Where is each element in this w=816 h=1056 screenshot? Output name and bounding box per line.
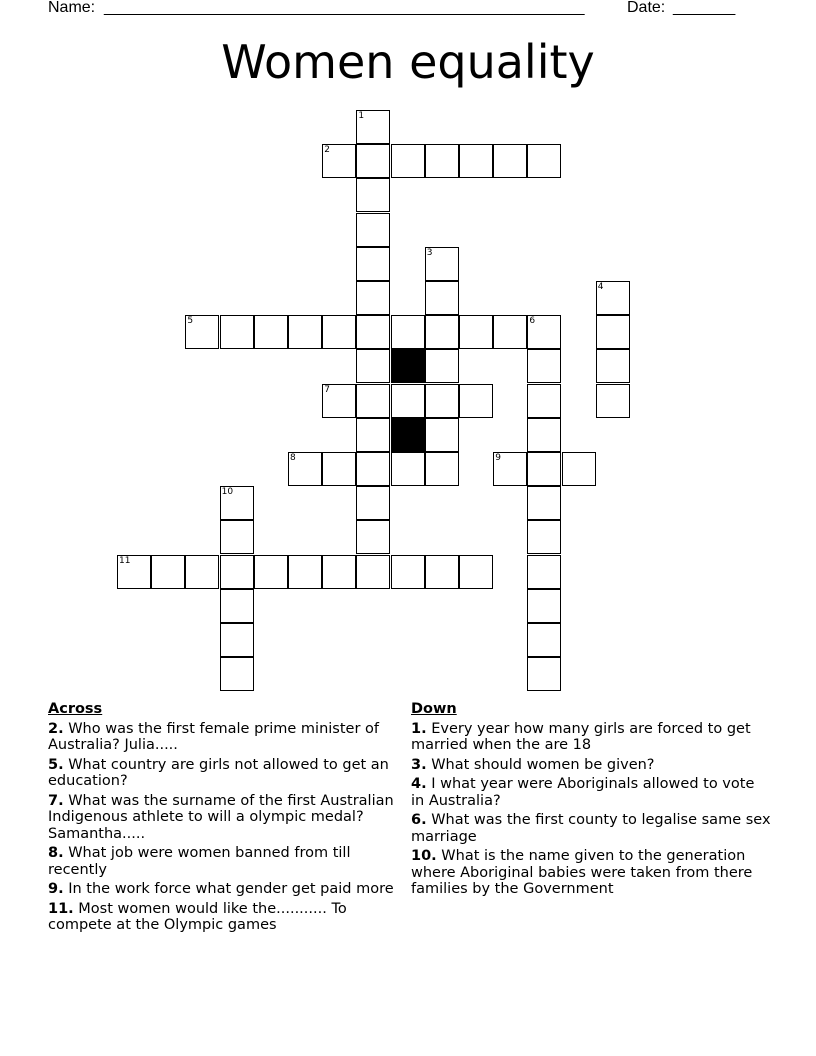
grid-cell[interactable] <box>527 520 561 554</box>
clue-down-3 <box>411 757 771 774</box>
grid-cell[interactable] <box>527 418 561 452</box>
grid-cell[interactable] <box>151 555 185 589</box>
grid-cell[interactable] <box>425 144 459 178</box>
clue-text: What was the surname of the first Australian Indigenous athlete to will a olympic medal? Samantha..... <box>48 792 394 842</box>
grid-cell[interactable] <box>562 452 596 486</box>
clue-text: Every year how many girls are forced to get married when the are 18 <box>411 720 751 753</box>
grid-cell[interactable] <box>527 555 561 589</box>
clue-number: 8. <box>48 845 64 861</box>
clue-down-1 <box>411 721 771 754</box>
grid-cell[interactable] <box>220 657 254 691</box>
clue-text: What job were women banned from till recently <box>48 845 351 878</box>
cell-number: 10 <box>221 487 234 498</box>
clue-down-4 <box>411 776 771 809</box>
grid-cell[interactable] <box>459 144 493 178</box>
grid-cell[interactable] <box>391 555 425 589</box>
grid-cell[interactable] <box>356 178 390 212</box>
grid-cell[interactable] <box>322 384 356 418</box>
grid-cell[interactable] <box>254 555 288 589</box>
grid-cell[interactable] <box>493 452 527 486</box>
clue-across-2 <box>48 721 400 754</box>
grid-cell[interactable] <box>391 452 425 486</box>
across-clues <box>48 701 400 937</box>
clue-number: 1. <box>411 720 427 737</box>
grid-cell[interactable] <box>322 452 356 486</box>
down-heading: Down <box>411 701 457 717</box>
grid-cell[interactable] <box>254 315 288 349</box>
clue-number: 5. <box>48 756 64 773</box>
clue-across-8 <box>48 845 400 878</box>
grid-cell[interactable] <box>117 555 151 589</box>
grid-cell[interactable] <box>288 555 322 589</box>
grid-cell[interactable] <box>391 384 425 418</box>
grid-cell[interactable] <box>527 384 561 418</box>
grid-cell[interactable] <box>596 315 630 349</box>
clue-number: 4. <box>411 776 427 792</box>
grid-cell[interactable] <box>527 589 561 623</box>
clue-number: 10. <box>411 848 437 864</box>
grid-cell[interactable] <box>425 247 459 281</box>
cell-number: 9 <box>495 453 501 463</box>
grid-cell[interactable] <box>425 418 459 452</box>
grid-cell[interactable] <box>425 349 459 383</box>
grid-cell[interactable] <box>459 555 493 589</box>
grid-cell[interactable] <box>425 315 459 349</box>
cell-number: 4 <box>597 282 604 292</box>
grid-cell[interactable] <box>356 384 390 418</box>
grid-cell[interactable] <box>288 452 322 486</box>
cell-number: 6 <box>529 316 536 327</box>
grid-cell[interactable] <box>493 315 527 349</box>
clue-text: Most women would like the........... To compete at the Olympic games <box>48 900 347 933</box>
clue-text: What was the first county to legalise same sex marriage <box>411 812 771 845</box>
grid-cell[interactable] <box>322 144 356 178</box>
grid-cell[interactable] <box>356 281 390 315</box>
name-input-line[interactable]: ______________________________________________________ <box>104 0 585 16</box>
cell-number: 3 <box>426 247 433 258</box>
page-title: Women equality <box>221 35 595 89</box>
cell-number: 8 <box>290 453 296 463</box>
grid-cell[interactable] <box>527 349 561 383</box>
clue-across-5 <box>48 757 400 790</box>
grid-cell[interactable] <box>527 486 561 520</box>
grid-cell[interactable] <box>322 315 356 349</box>
grid-cell[interactable] <box>527 144 561 178</box>
down-clues <box>411 701 771 901</box>
grid-cell[interactable] <box>288 315 322 349</box>
grid-cell[interactable] <box>425 555 459 589</box>
grid-cell[interactable] <box>527 657 561 691</box>
clue-text: I what year were Aboriginals allowed to vote in Australia? <box>411 776 755 809</box>
name-label: Name: <box>48 0 96 16</box>
black-cell <box>391 349 425 383</box>
grid-cell[interactable] <box>493 144 527 178</box>
grid-cell[interactable] <box>220 555 254 589</box>
grid-cell[interactable] <box>220 589 254 623</box>
grid-cell[interactable] <box>356 349 390 383</box>
grid-cell[interactable] <box>356 555 390 589</box>
clue-number: 9. <box>48 881 64 897</box>
grid-cell[interactable] <box>220 486 254 520</box>
clue-across-11 <box>48 901 400 934</box>
cell-number: 2 <box>324 145 330 156</box>
clue-text: Who was the first female prime minister of Australia? Julia..... <box>48 720 380 753</box>
grid-cell[interactable] <box>185 555 219 589</box>
grid-cell[interactable] <box>527 315 561 349</box>
date-input-line[interactable]: _______ <box>673 0 736 16</box>
clue-text: What country are girls not allowed to get an education? <box>48 756 389 789</box>
grid-cell[interactable] <box>356 486 390 520</box>
clue-number: 3. <box>411 756 427 773</box>
grid-cell[interactable] <box>596 281 630 315</box>
cell-number: 7 <box>324 384 330 395</box>
clue-across-7 <box>48 793 400 843</box>
grid-cell[interactable] <box>220 623 254 657</box>
grid-cell[interactable] <box>356 315 390 349</box>
grid-cell[interactable] <box>425 452 459 486</box>
grid-cell[interactable] <box>425 281 459 315</box>
grid-cell[interactable] <box>356 213 390 247</box>
clue-down-6 <box>411 812 771 845</box>
grid-cell[interactable] <box>391 315 425 349</box>
grid-cell[interactable] <box>356 110 390 144</box>
clue-number: 7. <box>48 792 64 809</box>
grid-cell[interactable] <box>459 315 493 349</box>
clue-down-10 <box>411 848 771 898</box>
grid-cell[interactable] <box>356 520 390 554</box>
grid-cell[interactable] <box>596 349 630 383</box>
grid-cell[interactable] <box>356 144 390 178</box>
grid-cell[interactable] <box>459 384 493 418</box>
grid-cell[interactable] <box>391 144 425 178</box>
grid-cell[interactable] <box>596 384 630 418</box>
cell-number: 5 <box>187 316 194 327</box>
grid-cell[interactable] <box>220 520 254 554</box>
grid-cell[interactable] <box>356 452 390 486</box>
grid-cell[interactable] <box>527 623 561 657</box>
clue-text: What is the name given to the generation where Aboriginal babies were taken from there families by the Government <box>411 848 753 897</box>
clue-across-9 <box>48 881 400 898</box>
grid-cell[interactable] <box>322 555 356 589</box>
across-heading: Across <box>48 701 103 717</box>
grid-cell[interactable] <box>356 418 390 452</box>
grid-cell[interactable] <box>356 247 390 281</box>
grid-cell[interactable] <box>527 452 561 486</box>
grid-cell[interactable] <box>185 315 219 349</box>
clue-text: What should women be given? <box>431 756 655 773</box>
clue-number: 2. <box>48 720 64 737</box>
date-label: Date: <box>627 0 666 16</box>
clue-number: 6. <box>411 812 427 828</box>
grid-cell[interactable] <box>425 384 459 418</box>
black-cell <box>391 418 425 452</box>
cell-number: 1 <box>358 111 365 121</box>
grid-cell[interactable] <box>220 315 254 349</box>
cell-number: 11 <box>119 555 131 566</box>
clue-text: In the work force what gender get paid more <box>68 881 394 897</box>
clue-number: 11. <box>48 900 74 917</box>
